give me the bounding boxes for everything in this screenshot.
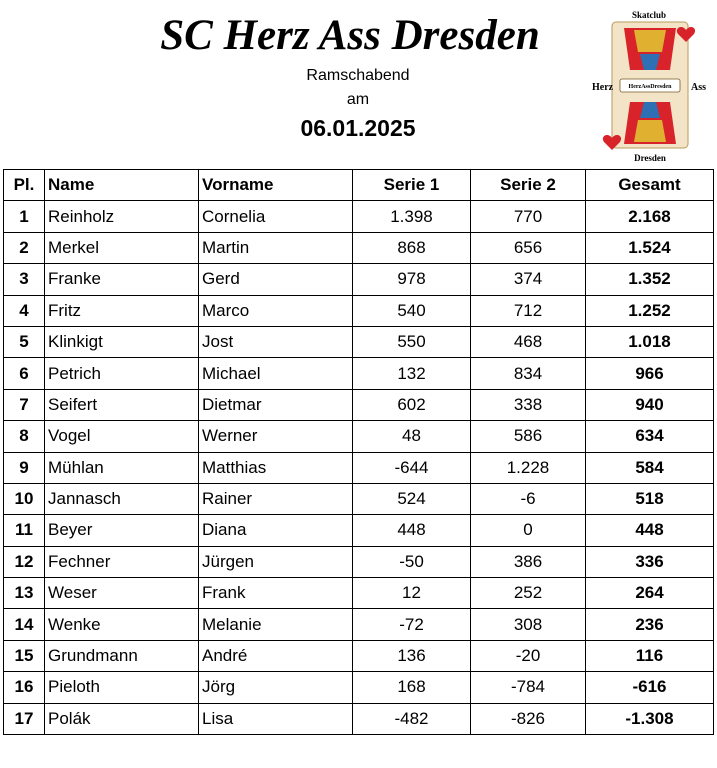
cell-gesamt: 236 <box>586 609 714 640</box>
logo-banner-text: HerzAssDresden <box>628 84 672 90</box>
cell-serie1: -482 <box>353 703 471 734</box>
cell-gesamt: 336 <box>586 546 714 577</box>
table-row <box>4 358 714 389</box>
cell-serie1: 12 <box>353 578 471 609</box>
cell-vorname: Jost <box>199 326 353 357</box>
cell-place: 9 <box>4 452 45 483</box>
cell-serie2: 386 <box>471 546 586 577</box>
cell-name: Fritz <box>45 295 199 326</box>
cell-place: 3 <box>4 264 45 295</box>
cell-place: 1 <box>4 201 45 232</box>
table-row <box>4 295 714 326</box>
cell-gesamt: -616 <box>586 672 714 703</box>
club-logo <box>590 8 708 164</box>
cell-name: Grundmann <box>45 640 199 671</box>
cell-name: Petrich <box>45 358 199 389</box>
cell-name: Klinkigt <box>45 326 199 357</box>
cell-vorname: Jörg <box>199 672 353 703</box>
cell-place: 16 <box>4 672 45 703</box>
col-header-serie1: Serie 1 <box>353 170 471 201</box>
cell-serie2: -784 <box>471 672 586 703</box>
cell-serie1: 132 <box>353 358 471 389</box>
cell-place: 6 <box>4 358 45 389</box>
cell-vorname: Diana <box>199 515 353 546</box>
cell-serie2: 656 <box>471 232 586 263</box>
cell-gesamt: 1.252 <box>586 295 714 326</box>
cell-vorname: André <box>199 640 353 671</box>
cell-gesamt: 584 <box>586 452 714 483</box>
cell-serie1: -72 <box>353 609 471 640</box>
cell-serie1: 550 <box>353 326 471 357</box>
cell-serie1: 868 <box>353 232 471 263</box>
cell-serie1: 136 <box>353 640 471 671</box>
cell-serie2: -6 <box>471 483 586 514</box>
logo-bottom-text: Dresden <box>634 153 666 163</box>
cell-gesamt: 966 <box>586 358 714 389</box>
cell-vorname: Marco <box>199 295 353 326</box>
table-row <box>4 452 714 483</box>
cell-name: Beyer <box>45 515 199 546</box>
table-row <box>4 609 714 640</box>
cell-place: 10 <box>4 483 45 514</box>
cell-place: 13 <box>4 578 45 609</box>
cell-serie2: 308 <box>471 609 586 640</box>
cell-vorname: Gerd <box>199 264 353 295</box>
table-row <box>4 640 714 671</box>
col-header-gesamt: Gesamt <box>586 170 714 201</box>
cell-serie2: 834 <box>471 358 586 389</box>
cell-place: 5 <box>4 326 45 357</box>
cell-gesamt: 940 <box>586 389 714 420</box>
cell-vorname: Melanie <box>199 609 353 640</box>
cell-gesamt: 518 <box>586 483 714 514</box>
cell-name: Jannasch <box>45 483 199 514</box>
table-row <box>4 201 714 232</box>
cell-serie2: 0 <box>471 515 586 546</box>
cell-serie1: 540 <box>353 295 471 326</box>
table-row <box>4 483 714 514</box>
cell-serie2: 468 <box>471 326 586 357</box>
cell-gesamt: 116 <box>586 640 714 671</box>
cell-gesamt: 634 <box>586 421 714 452</box>
cell-serie2: 252 <box>471 578 586 609</box>
cell-serie1: -644 <box>353 452 471 483</box>
cell-vorname: Rainer <box>199 483 353 514</box>
cell-name: Polák <box>45 703 199 734</box>
table-row <box>4 389 714 420</box>
cell-name: Vogel <box>45 421 199 452</box>
col-header-place: Pl. <box>4 170 45 201</box>
table-row <box>4 515 714 546</box>
table-row <box>4 578 714 609</box>
cell-vorname: Frank <box>199 578 353 609</box>
cell-vorname: Martin <box>199 232 353 263</box>
cell-gesamt: 448 <box>586 515 714 546</box>
cell-gesamt: -1.308 <box>586 703 714 734</box>
cell-serie1: 168 <box>353 672 471 703</box>
cell-name: Seifert <box>45 389 199 420</box>
table-row <box>4 326 714 357</box>
cell-serie1: 978 <box>353 264 471 295</box>
cell-serie2: -20 <box>471 640 586 671</box>
cell-vorname: Matthias <box>199 452 353 483</box>
table-row <box>4 264 714 295</box>
cell-serie2: 712 <box>471 295 586 326</box>
event-name: Ramschabend <box>306 67 410 84</box>
cell-serie1: 448 <box>353 515 471 546</box>
cell-name: Fechner <box>45 546 199 577</box>
col-header-vorname: Vorname <box>199 170 353 201</box>
table-row <box>4 703 714 734</box>
cell-name: Wenke <box>45 609 199 640</box>
cell-place: 7 <box>4 389 45 420</box>
logo-top-text: Skatclub <box>631 10 667 20</box>
cell-serie2: 1.228 <box>471 452 586 483</box>
cell-serie2: 374 <box>471 264 586 295</box>
cell-place: 14 <box>4 609 45 640</box>
cell-gesamt: 1.352 <box>586 264 714 295</box>
logo-left-text: Herz <box>592 82 614 93</box>
table-row <box>4 421 714 452</box>
cell-place: 8 <box>4 421 45 452</box>
cell-vorname: Michael <box>199 358 353 389</box>
event-date-prefix: am <box>346 91 370 108</box>
cell-vorname: Cornelia <box>199 201 353 232</box>
cell-serie2: -826 <box>471 703 586 734</box>
cell-place: 4 <box>4 295 45 326</box>
table-row <box>4 232 714 263</box>
cell-gesamt: 2.168 <box>586 201 714 232</box>
col-header-name: Name <box>45 170 199 201</box>
cell-serie1: 602 <box>353 389 471 420</box>
cell-gesamt: 1.524 <box>586 232 714 263</box>
page-title: SC Herz Ass Dresden <box>160 12 540 59</box>
cell-serie1: 524 <box>353 483 471 514</box>
cell-name: Pieloth <box>45 672 199 703</box>
col-header-serie2: Serie 2 <box>471 170 586 201</box>
cell-vorname: Werner <box>199 421 353 452</box>
cell-gesamt: 264 <box>586 578 714 609</box>
cell-place: 12 <box>4 546 45 577</box>
results-table <box>3 169 714 735</box>
cell-serie2: 770 <box>471 201 586 232</box>
cell-serie1: 48 <box>353 421 471 452</box>
table-header-row <box>4 170 714 201</box>
cell-name: Weser <box>45 578 199 609</box>
cell-name: Mühlan <box>45 452 199 483</box>
cell-serie2: 586 <box>471 421 586 452</box>
cell-place: 15 <box>4 640 45 671</box>
cell-vorname: Dietmar <box>199 389 353 420</box>
cell-gesamt: 1.018 <box>586 326 714 357</box>
cell-name: Reinholz <box>45 201 199 232</box>
logo-right-text: Ass <box>690 82 706 93</box>
cell-place: 17 <box>4 703 45 734</box>
cell-serie1: -50 <box>353 546 471 577</box>
cell-vorname: Lisa <box>199 703 353 734</box>
cell-serie2: 338 <box>471 389 586 420</box>
cell-place: 2 <box>4 232 45 263</box>
cell-name: Merkel <box>45 232 199 263</box>
table-row <box>4 672 714 703</box>
event-date: 06.01.2025 <box>300 115 416 141</box>
cell-serie1: 1.398 <box>353 201 471 232</box>
cell-name: Franke <box>45 264 199 295</box>
cell-vorname: Jürgen <box>199 546 353 577</box>
table-row <box>4 546 714 577</box>
cell-place: 11 <box>4 515 45 546</box>
